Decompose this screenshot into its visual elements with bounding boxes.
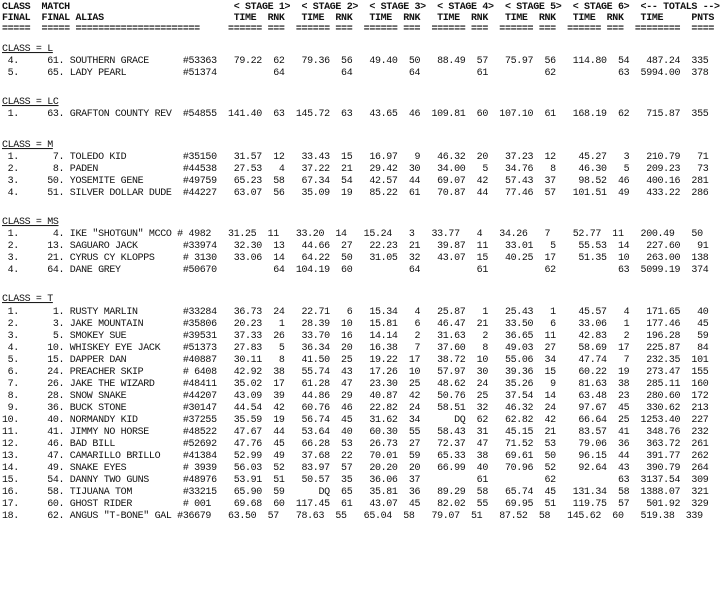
table-row: 8. 28. SNOW SNAKE #44207 43.09 39 44.86 29 40.87 42 50.76 25 37.54 14 63.48 23 280.60 172: [2, 390, 709, 403]
table-row: 9. 36. BUCK STONE #30147 44.54 42 60.76 46 22.82 24 58.51 32 46.32 24 97.67 45 330.62 213: [2, 402, 709, 415]
table-row: 10. 40. NORMANDY KID #37255 35.59 19 56.74 45 31.62 34 DQ 62 62.82 42 66.64 25 1253.40 227: [2, 414, 709, 427]
table-row: 12. 46. BAD BILL #52692 47.76 45 66.28 53 26.73 27 72.37 47 71.52 53 79.06 36 363.72 261: [2, 438, 709, 451]
table-row: 16. 58. TIJUANA TOM #33215 65.90 59 DQ 65 35.81 36 89.29 58 65.74 45 131.34 58 1388.07 321: [2, 486, 709, 499]
table-row: 4. 64. DANE GREY #50670 64 104.19 60 64 61 62 63 5099.19 374: [2, 264, 709, 277]
table-row: 11. 41. JIMMY NO HORSE #48522 47.67 44 53.64 40 60.30 55 58.43 31 45.15 21 83.57 41 348.76 232: [2, 426, 709, 439]
table-row: 3. 21. CYRUS CY KLOPPS # 3130 33.06 14 64.22 50 31.05 32 43.07 15 40.25 17 51.35 10 263.00 138: [2, 252, 709, 265]
table-row: 17. 60. GHOST RIDER # 001 69.68 60 117.45 61 43.07 45 82.02 55 69.95 51 119.75 57 501.92 329: [2, 498, 709, 511]
table-row: 1. 4. IKE "SHOTGUN" MCCO # 4982 31.25 11 33.20 14 15.24 3 33.77 4 34.26 7 52.77 11 200.49 50: [2, 228, 703, 241]
table-row: 14. 49. SNAKE EYES # 3939 56.03 52 83.97 57 20.20 20 66.99 40 70.96 52 92.64 43 390.79 264: [2, 462, 709, 475]
table-row: 4. 61. SOUTHERN GRACE #53363 79.22 62 79.36 56 49.40 50 88.49 57 75.97 56 114.80 54 487.24 335: [2, 55, 709, 68]
table-row: 5. 15. DAPPER DAN #40887 30.11 8 41.50 25 19.22 17 38.72 10 55.06 34 47.74 7 232.35 101: [2, 354, 709, 367]
class-t-label: CLASS = T: [2, 293, 53, 306]
table-row: 18. 62. ANGUS "T-BONE" GAL #36679 63.50 57 78.63 55 65.04 58 79.07 51 87.52 58 145.62 60 519.38 339: [2, 510, 703, 523]
table-row: 4. 10. WHISKEY EYE JACK #51373 27.83 5 36.34 20 16.38 7 37.60 8 49.03 27 58.69 17 225.87 84: [2, 342, 709, 355]
table-row: 15. 54. DANNY TWO GUNS #48976 53.91 51 50.57 35 36.06 37 61 62 63 3137.54 309: [2, 474, 709, 487]
table-row: 2. 3. JAKE MOUNTAIN #35806 20.23 1 28.39 10 15.81 6 46.47 21 33.50 6 33.06 1 177.46 45: [2, 318, 709, 331]
table-row: 6. 24. PREACHER SKIP # 6408 42.92 38 55.74 43 17.26 10 57.97 30 39.36 15 60.22 19 273.47 155: [2, 366, 709, 379]
class-l-label: CLASS = L: [2, 43, 53, 56]
class-m-label: CLASS = M: [2, 139, 53, 152]
table-row: 13. 47. CAMARILLO BRILLO #41384 52.99 49 37.68 22 70.01 59 65.33 38 69.61 50 96.15 44 391.77 262: [2, 450, 709, 463]
table-row: 2. 13. SAGUARO JACK #33974 32.30 13 44.66 27 22.23 21 39.87 11 33.01 5 55.53 14 227.60 91: [2, 240, 709, 253]
table-row: 1. 7. TOLEDO KID #35150 31.57 12 33.43 15 16.97 9 46.32 20 37.23 12 45.27 3 210.79 71: [2, 151, 709, 164]
table-row: 3. 50. YOSEMITE GENE #49759 65.23 58 67.34 54 42.57 44 69.07 42 57.43 37 98.52 46 400.16 281: [2, 175, 709, 188]
table-row: 1. 63. GRAFTON COUNTY REV #54855 141.40 63 145.72 63 43.65 46 109.81 60 107.10 61 168.19 62 715.87 355: [2, 108, 709, 121]
class-lc-label: CLASS = LC: [2, 96, 59, 109]
header-underline: ===== ===== ====================== ====== === ====== === ====== === ====== === ====== === ====== === ======== ====: [2, 23, 715, 36]
table-row: 4. 51. SILVER DOLLAR DUDE #44227 63.07 56 35.09 19 85.22 61 70.87 44 77.46 57 101.51 49 433.22 286: [2, 187, 709, 200]
table-row: 1. 1. RUSTY MARLIN #33284 36.73 24 22.71 6 15.34 4 25.87 1 25.43 1 45.57 4 171.65 40: [2, 306, 709, 319]
table-row: 2. 8. PADEN #44538 27.53 4 37.22 21 29.42 30 34.00 5 34.76 8 46.30 5 209.23 73: [2, 163, 709, 176]
header-line-1: CLASS MATCH < STAGE 1> < STAGE 2> < STAGE 3> < STAGE 4> < STAGE 5> < STAGE 6> <-- TOTALS -->: [2, 1, 720, 14]
table-row: 5. 65. LADY PEARL #51374 64 64 64 61 62 63 5994.00 378: [2, 67, 709, 80]
table-row: 7. 26. JAKE THE WIZARD #48411 35.02 17 61.28 47 23.30 25 48.62 24 35.26 9 81.63 38 285.11 160: [2, 378, 709, 391]
class-ms-label: CLASS = MS: [2, 216, 59, 229]
header-line-2: FINAL FINAL ALIAS TIME RNK TIME RNK TIME RNK TIME RNK TIME RNK TIME RNK TIME PNTS: [2, 12, 715, 25]
table-row: 3. 5. SMOKEY SUE #39531 37.33 26 33.70 16 14.14 2 31.63 2 36.65 11 42.83 2 196.28 59: [2, 330, 709, 343]
